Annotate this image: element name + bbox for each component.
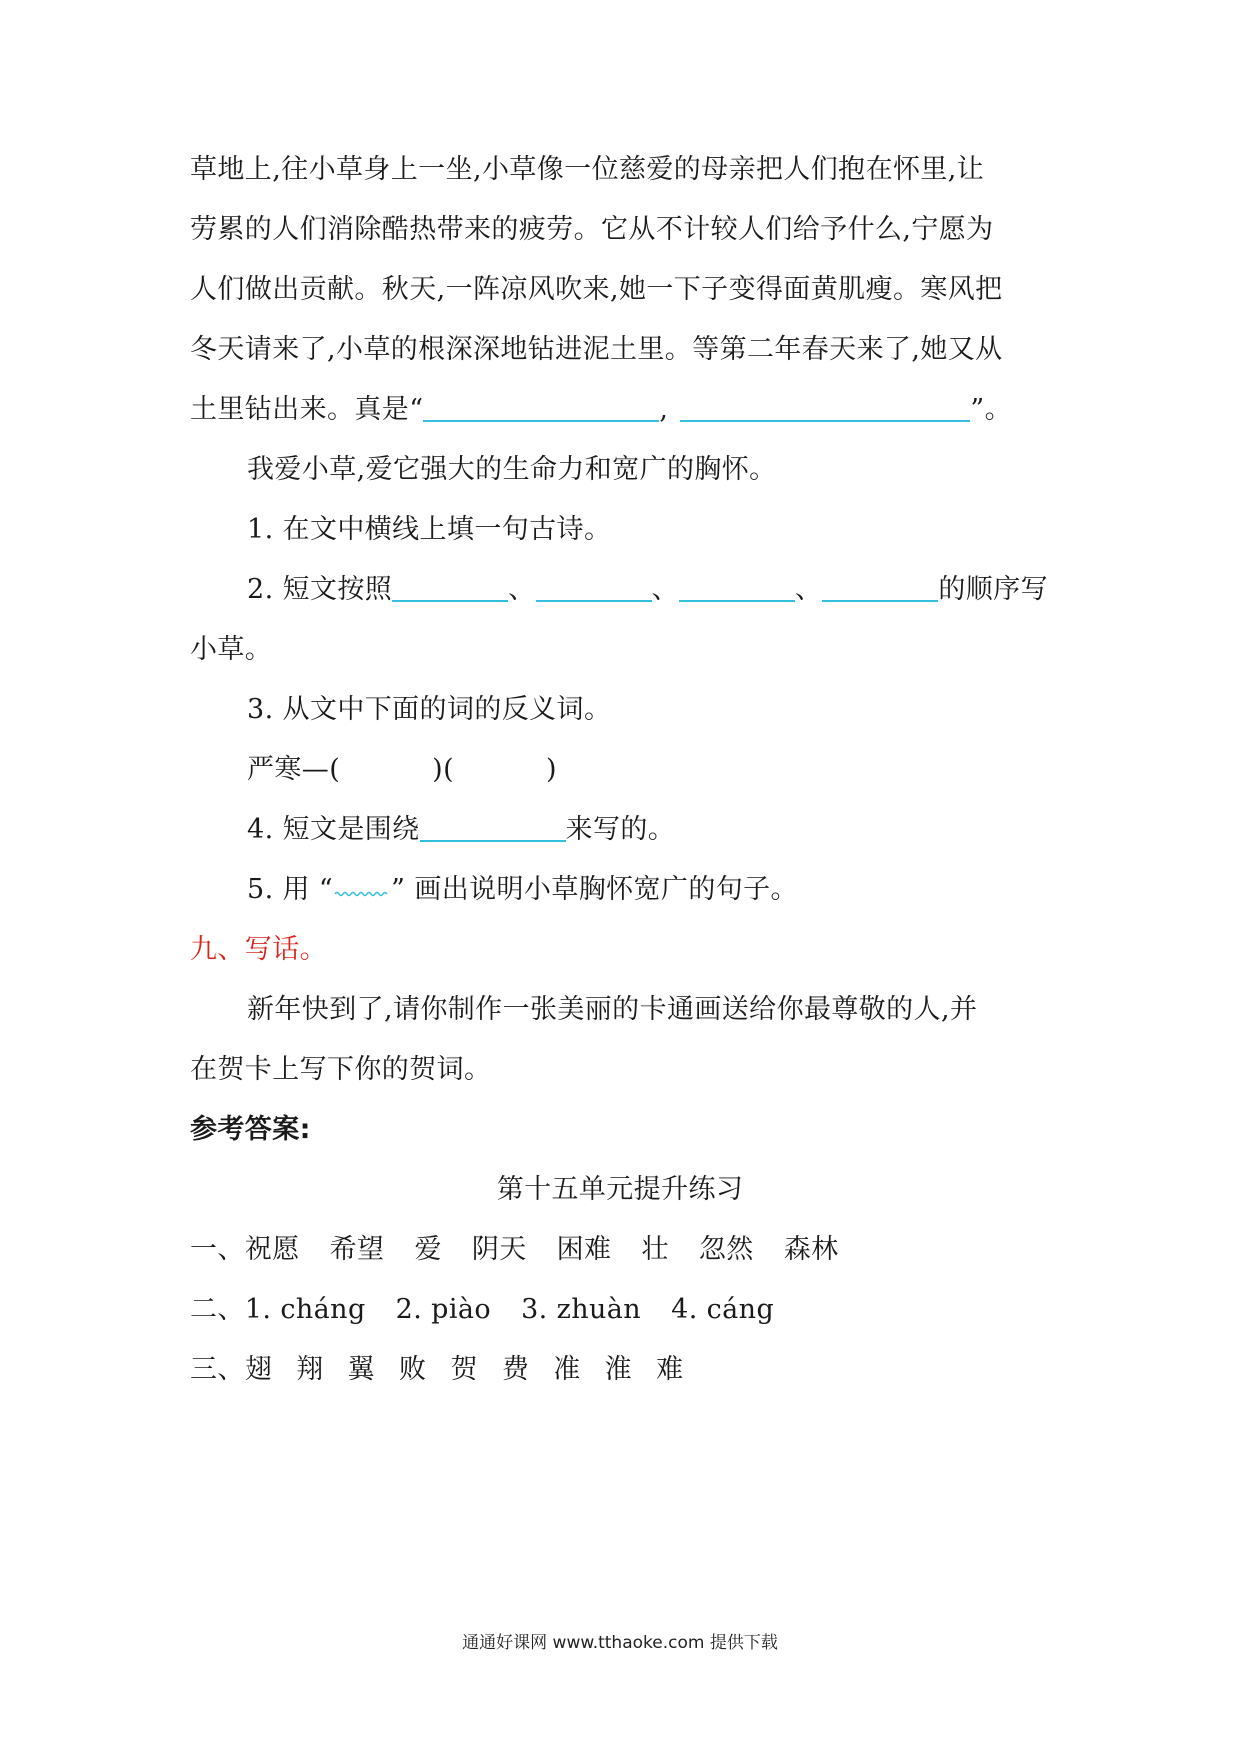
passage-line-2: 劳累的人们消除酷热带来的疲劳。它从不计较人们给予什么,宁愿为 (190, 214, 994, 245)
poem-blank-2[interactable] (680, 390, 970, 422)
answer-1 (190, 1230, 1050, 1270)
answer-3-label: 三、 (190, 1354, 245, 1385)
answer-word: 忽然 (698, 1234, 754, 1265)
answer-pinyin: 1. cháng (244, 1294, 366, 1325)
answer-word: 希望 (329, 1234, 385, 1265)
topic-blank[interactable] (420, 810, 566, 842)
answer-char: 费 (501, 1354, 530, 1385)
answer-pinyin: 3. zhuàn (521, 1294, 642, 1325)
answer-char: 贺 (450, 1354, 478, 1385)
passage-line-5-comma: , (659, 394, 669, 425)
question-5 (247, 870, 1050, 910)
question-2 (247, 570, 1050, 610)
section-9-line-2: 在贺卡上写下你的贺词。 (190, 1054, 492, 1085)
answer-char: 准 (553, 1354, 581, 1385)
answer-word: 阴天 (471, 1234, 527, 1265)
answer-word: 爱 (414, 1234, 442, 1265)
antonym-prefix: 严寒—( (247, 754, 341, 785)
antonym-end: ) (546, 754, 557, 785)
answer-2 (190, 1290, 1050, 1330)
separator: 、 (651, 574, 679, 605)
question-3-item (247, 750, 1050, 790)
answer-char: 淮 (604, 1354, 633, 1385)
question-2-continuation: 小草。 (190, 634, 273, 665)
answer-word: 壮 (641, 1234, 669, 1265)
footer-text: 通通好课网 www.tthaoke.com 提供下载 (462, 1633, 778, 1653)
question-4-suffix: 来写的。 (565, 814, 676, 845)
passage-line-4: 冬天请来了,小草的根深深地钻进泥土里。等第二年春天来了,她又从 (190, 334, 1003, 365)
answer-word: 祝愿 (244, 1234, 300, 1265)
question-5-prefix: 5. 用 “ (247, 874, 334, 905)
order-blank-4[interactable] (822, 570, 938, 602)
answer-pinyin: 4. cáng (671, 1294, 775, 1325)
answer-word: 森林 (783, 1234, 839, 1265)
poem-blank-1[interactable] (423, 390, 659, 422)
answer-3 (190, 1350, 1050, 1390)
question-5-suffix: ” 画出说明小草胸怀宽广的句子。 (391, 874, 798, 905)
section-9-heading: 九、写话。 (190, 934, 327, 965)
answers-heading: 参考答案: (190, 1114, 311, 1145)
question-2-prefix: 2. 短文按照 (247, 574, 393, 605)
wavy-underline-icon (333, 874, 391, 900)
question-1: 1. 在文中横线上填一句古诗。 (247, 514, 612, 545)
order-blank-2[interactable] (536, 570, 652, 602)
answer-char: 败 (399, 1354, 427, 1385)
question-4 (247, 810, 1050, 850)
passage-line-3: 人们做出贡献。秋天,一阵凉风吹来,她一下子变得面黄肌瘦。寒风把 (190, 274, 1003, 305)
separator: 、 (508, 574, 536, 605)
answer-char: 翼 (347, 1354, 376, 1385)
passage-line-5-prefix: 土里钻出来。真是“ (190, 394, 424, 425)
order-blank-3[interactable] (679, 570, 795, 602)
answer-char: 难 (656, 1354, 684, 1385)
answer-1-label: 一、 (190, 1234, 245, 1265)
answer-word: 困难 (556, 1234, 612, 1265)
answer-2-label: 二、 (190, 1294, 245, 1325)
answer-pinyin: 2. piào (395, 1294, 492, 1325)
question-3: 3. 从文中下面的词的反义词。 (247, 694, 612, 725)
passage-line-1: 草地上,往小草身上一坐,小草像一位慈爱的母亲把人们抱在怀里,让 (190, 154, 985, 185)
order-blank-1[interactable] (392, 570, 508, 602)
section-9-line-1: 新年快到了,请你制作一张美丽的卡通画送给你最尊敬的人,并 (247, 994, 978, 1025)
passage-line-5 (190, 390, 1050, 430)
answer-char: 翔 (296, 1354, 324, 1385)
antonym-mid: )( (432, 754, 455, 785)
passage-line-5-suffix: ”。 (970, 394, 1012, 425)
passage-line-6: 我爱小草,爱它强大的生命力和宽广的胸怀。 (247, 454, 777, 485)
separator: 、 (794, 574, 823, 605)
question-4-prefix: 4. 短文是围绕 (247, 814, 420, 845)
answers-title: 第十五单元提升练习 (496, 1174, 744, 1205)
answer-char: 翅 (244, 1354, 273, 1385)
question-2-suffix: 的顺序写 (938, 574, 1048, 605)
